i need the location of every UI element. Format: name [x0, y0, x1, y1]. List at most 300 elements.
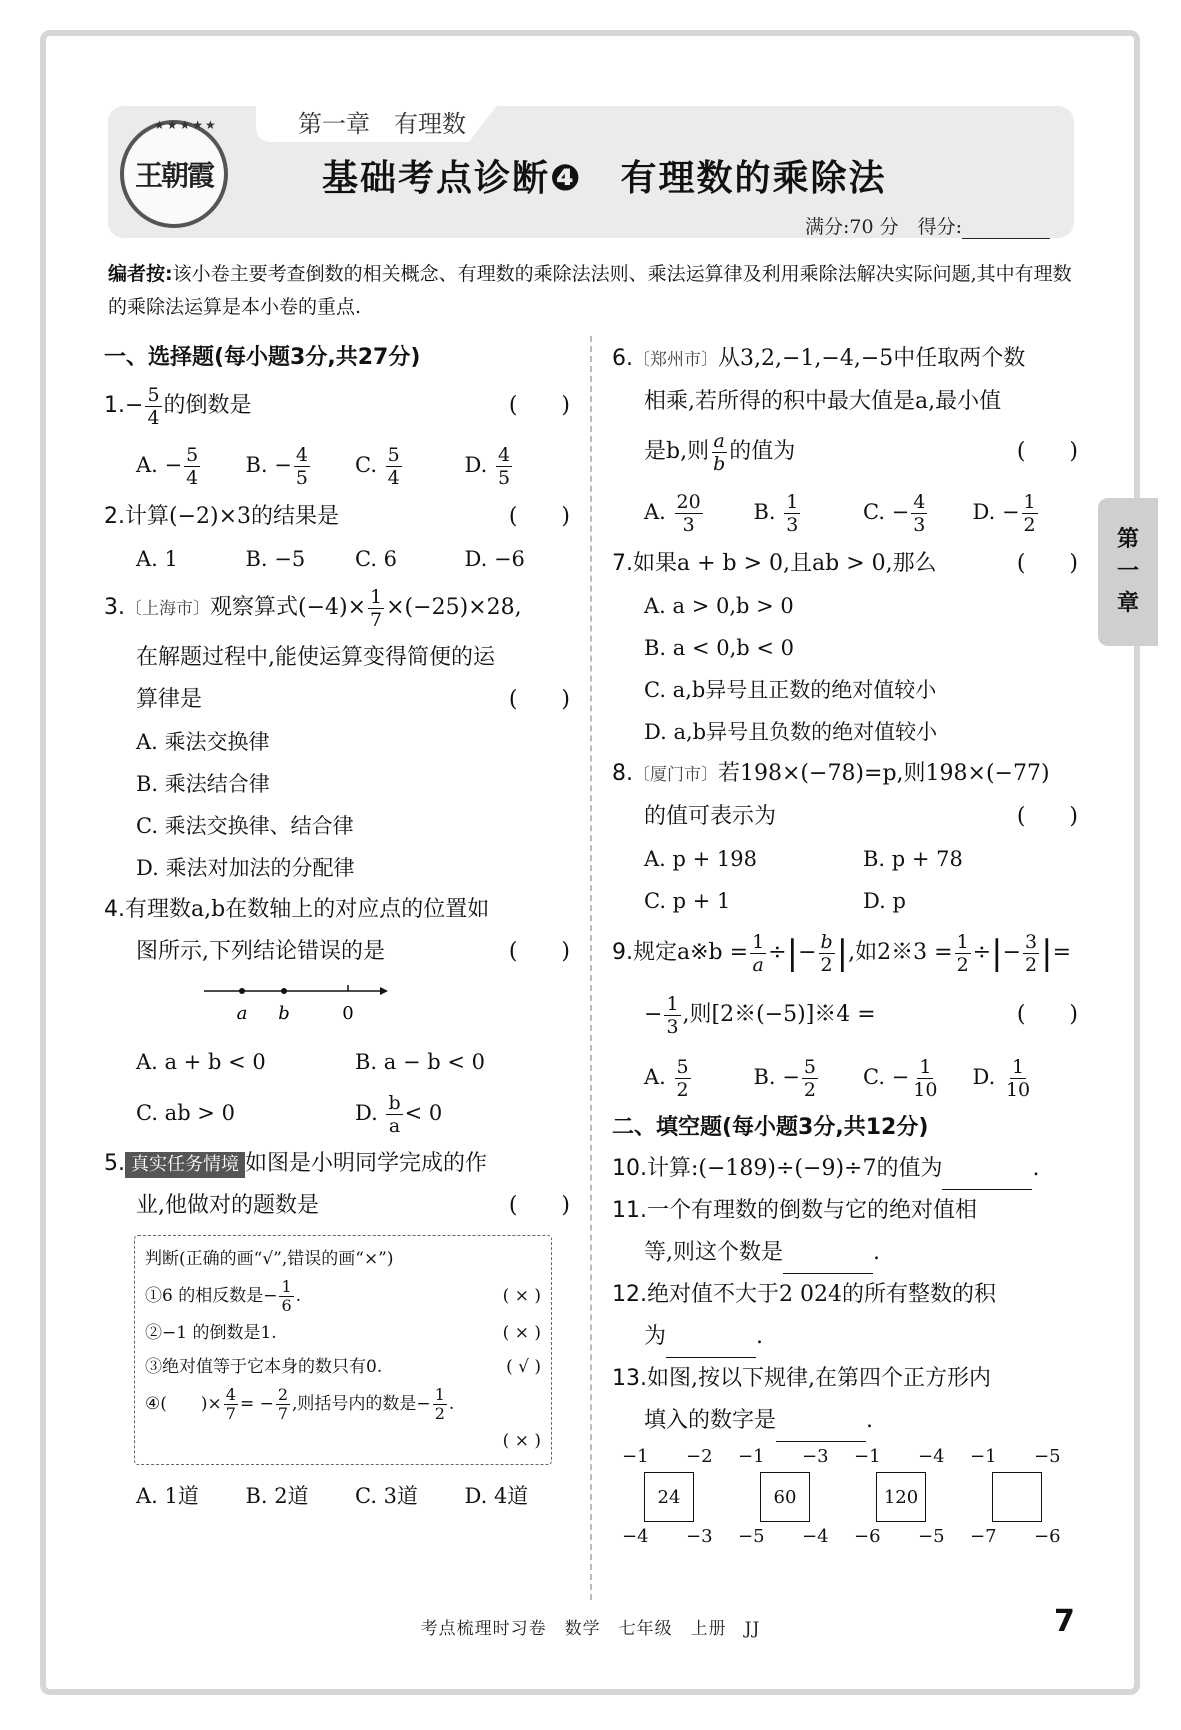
option-a[interactable]	[644, 481, 754, 543]
numerator: 2	[277, 1385, 289, 1404]
homework-item-2	[145, 1316, 541, 1350]
question-text: 计算(−2)×3的结果是	[125, 504, 340, 529]
denominator: 2	[956, 953, 969, 976]
denominator: 6	[281, 1296, 292, 1315]
option-label: B.	[753, 500, 783, 524]
q2-options	[104, 538, 574, 580]
question-text: ,则[2※(−5)]※4 =	[682, 1002, 876, 1027]
question-text: ÷	[972, 940, 992, 965]
question-text: 如图是小明同学完成的作	[245, 1151, 488, 1176]
numerator: 1	[281, 1277, 292, 1296]
corner-number: −4	[622, 1526, 649, 1547]
option-a[interactable]: A. p + 198	[644, 847, 757, 871]
fraction	[276, 1386, 290, 1423]
section-title-fill: 二、填空题(每小题3分,共12分)	[612, 1115, 929, 1140]
option-c[interactable]	[863, 1046, 973, 1108]
option-a[interactable]: A. 乘法交换律	[136, 730, 270, 754]
denominator: a	[752, 953, 764, 976]
option-b[interactable]: B. a < 0,b < 0	[644, 636, 795, 660]
numerator: 1	[1012, 1056, 1025, 1078]
homework-title: 判断(正确的画“√”,错误的画“×”)	[145, 1249, 394, 1269]
denominator: 2	[803, 1079, 816, 1101]
question-text: 有理数a,b在数轴上的对应点的位置如	[125, 897, 490, 922]
answer-blank[interactable]	[776, 1419, 866, 1442]
question-9-line2	[612, 984, 1082, 1046]
option-a[interactable]: A. 1道	[136, 1484, 199, 1508]
fraction	[750, 931, 766, 976]
question-11-line2	[612, 1232, 1082, 1274]
option-d[interactable]	[355, 1083, 574, 1143]
corner-number: −5	[1034, 1446, 1061, 1467]
option-c[interactable]: C. ab > 0	[136, 1101, 235, 1125]
question-3-line3	[104, 679, 574, 721]
option-c[interactable]: C. 6	[355, 547, 398, 571]
option-label: A.	[644, 1065, 673, 1089]
numerator: 5	[387, 444, 400, 466]
question-text: 一个有理数的倒数与它的绝对值相	[647, 1198, 978, 1223]
denominator: 3	[913, 514, 926, 536]
option-b[interactable]	[754, 481, 864, 543]
homework-mark: ( √ )	[506, 1357, 541, 1377]
answer-bracket[interactable]: ( )	[508, 504, 570, 529]
option-d[interactable]: D. −6	[464, 547, 525, 571]
question-text: .	[756, 1324, 764, 1349]
question-7	[612, 543, 1082, 585]
question-text: .	[866, 1408, 874, 1433]
answer-blank[interactable]	[666, 1335, 756, 1358]
question-text: ÷	[768, 940, 787, 965]
numerator: 5	[147, 383, 160, 406]
option-label: D. −	[972, 500, 1020, 524]
question-9	[612, 922, 1082, 984]
question-text: 如图,按以下规律,在第四个正方形内	[647, 1366, 991, 1391]
option-label: D.	[355, 1101, 385, 1125]
q5-options	[104, 1475, 574, 1517]
option-d[interactable]: D. 4道	[464, 1484, 529, 1508]
answer-bracket[interactable]: ( )	[1016, 551, 1078, 576]
question-number: 11.	[612, 1198, 647, 1223]
q9-options	[612, 1046, 1082, 1108]
option-label: C.	[355, 453, 384, 477]
editor-note	[108, 258, 1074, 324]
publisher-logo	[120, 120, 228, 228]
homework-mark: ( × )	[502, 1286, 541, 1306]
abs-bar-icon: |	[836, 933, 849, 973]
question-8-line2	[612, 796, 1082, 838]
fraction	[675, 491, 703, 536]
option-a[interactable]	[136, 434, 246, 496]
option-b[interactable]: B. 2道	[245, 1484, 309, 1508]
option-a[interactable]: A. 1	[136, 547, 178, 571]
question-number: 7.	[612, 551, 633, 576]
question-text: .	[1032, 1156, 1040, 1181]
question-text: 从3,2,−1,−4,−5中任取两个数	[718, 346, 1026, 371]
q8-options-row2	[612, 880, 1082, 922]
homework-item-3	[145, 1350, 541, 1384]
option-label: A. −	[136, 453, 183, 477]
fraction	[145, 384, 161, 429]
question-text: 的值为	[729, 439, 796, 464]
question-number: 5.	[104, 1151, 125, 1176]
answer-bracket[interactable]: ( )	[508, 1193, 570, 1218]
numerator: b	[388, 1092, 401, 1114]
option-label: D.	[464, 453, 494, 477]
numerator: 4	[497, 444, 511, 466]
pattern-square-4	[964, 1448, 1074, 1548]
question-number: 10.	[612, 1156, 647, 1181]
logo-text: 王朝霞	[134, 159, 213, 192]
denominator: 7	[370, 608, 383, 631]
denominator: a	[388, 1115, 401, 1137]
chapter-title: 第一章 有理数	[298, 110, 466, 138]
pattern-square-1	[616, 1448, 726, 1548]
answer-bracket[interactable]: ( )	[508, 687, 570, 712]
fraction	[802, 1056, 818, 1101]
fraction	[911, 491, 927, 536]
numerator: 1	[666, 992, 679, 1015]
corner-number: −4	[918, 1446, 945, 1467]
label-b: b	[278, 1003, 290, 1024]
fraction	[386, 1092, 402, 1137]
header-banner	[108, 106, 1074, 238]
question-text: .	[873, 1240, 880, 1265]
corner-number: −1	[854, 1446, 881, 1467]
corner-number: −5	[738, 1526, 765, 1547]
corner-number: −3	[686, 1526, 713, 1547]
numerator: 5	[803, 1056, 816, 1078]
fraction	[496, 444, 512, 489]
label-zero: 0	[342, 1003, 354, 1024]
denominator: 7	[277, 1404, 289, 1423]
option-b[interactable]	[246, 434, 356, 496]
question-13-line2	[612, 1400, 1082, 1442]
numerator: 4	[225, 1385, 236, 1404]
q4-options-row2	[104, 1083, 574, 1143]
option-c[interactable]: C. p + 1	[644, 889, 731, 913]
section-title-choice: 一、选择题(每小题3分,共27分)	[104, 345, 421, 370]
question-8	[612, 753, 1082, 796]
right-column	[612, 338, 1082, 1548]
question-10	[612, 1148, 1082, 1190]
question-text: 的值可表示为	[644, 804, 777, 829]
question-text: 相乘,若所得的积中最大值是a,最小值	[644, 389, 1002, 414]
q6-options	[612, 481, 1082, 543]
fraction	[819, 931, 835, 976]
answer-bracket[interactable]: ( )	[1016, 804, 1078, 829]
corner-number: −7	[970, 1526, 997, 1547]
option-c[interactable]: C. 乘法交换律、结合律	[136, 814, 354, 838]
numerator: 5	[186, 444, 199, 466]
question-text: 在解题过程中,能使运算变得简便的运	[136, 645, 495, 670]
option-label: B. −	[245, 453, 292, 477]
homework-text: ④( )×	[145, 1394, 222, 1414]
label-a: a	[236, 1003, 248, 1024]
denominator: 2	[1025, 953, 1038, 976]
page-footer: 考点梳理时习卷 数学 七年级 上册 JJ	[420, 1619, 761, 1639]
q1-options	[104, 434, 574, 496]
q4-options-row1	[104, 1041, 574, 1083]
question-number: 8.	[612, 761, 633, 786]
square-center: 60	[760, 1472, 810, 1522]
score-line	[805, 212, 1050, 239]
homework-mark: ( × )	[502, 1323, 541, 1343]
denominator: 5	[295, 467, 308, 489]
question-12-line2	[612, 1316, 1082, 1358]
numerator: 4	[295, 444, 308, 466]
page-number: 7	[1054, 1604, 1075, 1639]
question-text: 计算:(−189)÷(−9)÷7的值为	[647, 1156, 943, 1181]
question-5	[104, 1143, 574, 1185]
fraction	[1004, 1056, 1032, 1101]
answer-bracket[interactable]: ( )	[508, 393, 570, 418]
option-d[interactable]	[973, 481, 1083, 543]
homework-text: ③绝对值等于它本身的数只有0.	[145, 1357, 383, 1377]
homework-text: ,则括号内的数是−	[292, 1394, 431, 1414]
square-center-answer[interactable]	[992, 1472, 1042, 1522]
numerator: 20	[676, 491, 701, 513]
question-number: 12.	[612, 1282, 647, 1307]
denominator: 5	[497, 467, 511, 489]
question-number: 4.	[104, 897, 125, 922]
question-text: 为	[644, 1324, 667, 1349]
option-c[interactable]	[355, 434, 465, 496]
homework-item-4-mark	[145, 1424, 541, 1458]
denominator: 7	[225, 1404, 236, 1423]
question-3	[104, 580, 574, 637]
numerator: a	[713, 429, 725, 452]
denominator: b	[713, 452, 726, 475]
numerator: 1	[786, 491, 799, 513]
question-text: 如果a + b > 0,且ab > 0,那么	[633, 551, 937, 576]
numerator: 1	[956, 930, 969, 953]
option-a[interactable]: A. a + b < 0	[136, 1050, 266, 1074]
page-title: 基础考点诊断❹ 有理数的乘除法	[322, 158, 887, 199]
fraction	[294, 444, 310, 489]
numerator: 1	[1023, 491, 1036, 513]
question-text: 绝对值不大于2 024的所有整数的积	[647, 1282, 996, 1307]
numerator: 1	[919, 1056, 932, 1078]
square-center: 24	[644, 1472, 694, 1522]
denominator: 3	[786, 514, 799, 536]
abs-bar-icon: |	[1041, 933, 1053, 973]
denominator: 3	[666, 1015, 679, 1038]
fraction	[955, 931, 971, 976]
corner-number: −2	[686, 1446, 713, 1467]
denominator: 3	[682, 514, 695, 536]
option-a[interactable]: A. a > 0,b > 0	[644, 594, 794, 618]
option-d[interactable]: D. 乘法对加法的分配律	[136, 856, 355, 880]
logo-stars-icon: ★★★★★	[154, 118, 218, 132]
question-number: 6.	[612, 346, 633, 371]
corner-number: −1	[738, 1446, 765, 1467]
homework-text: .	[448, 1394, 455, 1414]
column-divider	[590, 336, 592, 1600]
source-city: 〔上海市〕	[125, 599, 210, 619]
numerator: 1	[370, 585, 383, 608]
denominator: 2	[676, 1079, 689, 1101]
numerator: 5	[676, 1056, 689, 1078]
numerator: 4	[913, 491, 926, 513]
fraction	[386, 444, 402, 489]
square-center: 120	[876, 1472, 926, 1522]
pattern-square-2	[732, 1448, 842, 1548]
question-number: 13.	[612, 1366, 647, 1391]
number-line	[204, 979, 404, 1035]
question-text: −	[644, 1002, 663, 1027]
homework-item-1	[145, 1276, 541, 1316]
side-tab-char: 章	[1116, 591, 1139, 616]
point-a	[239, 988, 245, 994]
denominator: 10	[1005, 1079, 1031, 1101]
option-label: C. −	[863, 500, 910, 524]
fraction	[784, 491, 800, 536]
score-blank[interactable]	[962, 220, 1050, 239]
option-label: B. −	[753, 1065, 800, 1089]
option-b[interactable]: B. a − b < 0	[355, 1050, 485, 1074]
numerator: b	[820, 930, 833, 953]
answer-blank[interactable]	[783, 1251, 873, 1274]
fraction	[1022, 491, 1038, 536]
score-label: 满分:70 分 得分:	[804, 216, 962, 238]
denominator: 10	[913, 1079, 938, 1101]
fraction	[711, 430, 727, 475]
denominator: 4	[387, 467, 400, 489]
side-tab-char: 一	[1116, 559, 1139, 584]
option-b[interactable]: B. 乘法结合律	[136, 772, 270, 796]
option-text: < 0	[404, 1101, 443, 1125]
fraction	[664, 993, 680, 1038]
pattern-squares	[612, 1448, 1082, 1548]
denominator: 2	[820, 953, 833, 976]
homework-mark: ( × )	[502, 1431, 541, 1451]
option-a[interactable]	[644, 1046, 754, 1108]
denominator: 4	[186, 467, 199, 489]
option-c[interactable]: C. a,b异号且正数的绝对值较小	[644, 678, 937, 702]
question-6	[612, 338, 1082, 381]
question-13	[612, 1358, 1082, 1400]
question-2	[104, 496, 574, 538]
option-b[interactable]: B. −5	[245, 547, 306, 571]
numerator: 1	[752, 930, 765, 953]
corner-number: −1	[970, 1446, 997, 1467]
option-c[interactable]	[863, 481, 973, 543]
fraction	[675, 1056, 691, 1101]
option-b[interactable]: B. p + 78	[863, 847, 963, 871]
question-4	[104, 889, 574, 931]
option-d[interactable]: D. p	[863, 889, 906, 913]
question-text: =	[1052, 940, 1071, 965]
answer-bracket[interactable]: ( )	[508, 939, 570, 964]
question-text: −	[1002, 940, 1021, 965]
homework-item-4	[145, 1384, 541, 1424]
question-12	[612, 1274, 1082, 1316]
fraction	[279, 1278, 293, 1315]
abs-bar-icon: |	[786, 933, 799, 973]
answer-bracket[interactable]: ( )	[1016, 1002, 1078, 1027]
question-text: 业,他做对的题数是	[136, 1193, 319, 1218]
question-4-line2	[104, 931, 574, 973]
question-number: 9.	[612, 940, 633, 965]
fraction	[368, 586, 384, 631]
corner-number: −5	[918, 1526, 945, 1547]
question-text: 图所示,下列结论错误的是	[136, 939, 385, 964]
question-text: ×(−25)×28,	[386, 595, 522, 620]
option-label: C. −	[863, 1065, 910, 1089]
corner-number: −3	[802, 1446, 829, 1467]
q8-options-row1	[612, 838, 1082, 880]
question-1	[104, 378, 574, 434]
corner-number: −6	[1034, 1526, 1061, 1547]
left-column	[104, 338, 574, 1517]
axis-arrow-icon	[380, 987, 388, 995]
question-text: ,如2※3 =	[848, 940, 953, 965]
question-6-line3	[612, 423, 1082, 481]
question-text: −	[798, 940, 817, 965]
question-number: 1.	[104, 393, 125, 418]
fraction	[911, 1056, 939, 1101]
numerator: 3	[1025, 930, 1038, 953]
homework-text: = −	[239, 1394, 274, 1414]
side-tab-char: 第	[1116, 527, 1139, 552]
fraction	[433, 1386, 447, 1423]
q1-sign: −	[125, 393, 144, 418]
option-label: A.	[644, 500, 673, 524]
corner-number: −1	[622, 1446, 649, 1467]
homework-text: ①6 的相反数是−	[145, 1286, 278, 1306]
editor-note-label: 编者按:	[108, 263, 173, 285]
task-tag: 真实任务情境	[125, 1152, 245, 1178]
question-number: 3.	[104, 595, 125, 620]
pattern-square-3	[848, 1448, 958, 1548]
question-11	[612, 1190, 1082, 1232]
fraction	[224, 1386, 238, 1423]
question-text: 的倒数是	[163, 393, 252, 418]
option-d[interactable]	[973, 1046, 1083, 1108]
option-c[interactable]: C. 3道	[355, 1484, 419, 1508]
fraction	[184, 444, 200, 489]
question-number: 2.	[104, 504, 125, 529]
chapter-side-tab	[1098, 498, 1158, 646]
option-b[interactable]	[754, 1046, 864, 1108]
answer-blank[interactable]	[942, 1167, 1032, 1190]
corner-number: −4	[802, 1526, 829, 1547]
option-d[interactable]	[465, 434, 575, 496]
question-text: 算律是	[136, 687, 203, 712]
numerator: 1	[434, 1385, 445, 1404]
question-text: 若198×(−78)=p,则198×(−77)	[718, 761, 1050, 786]
question-text: 填入的数字是	[644, 1408, 777, 1433]
question-text: 观察算式(−4)×	[210, 595, 367, 620]
option-d[interactable]: D. a,b异号且负数的绝对值较小	[644, 720, 938, 744]
option-label: D.	[972, 1065, 1002, 1089]
homework-box	[134, 1235, 552, 1465]
corner-number: −6	[854, 1526, 881, 1547]
denominator: 4	[147, 406, 160, 429]
editor-note-text: 该小卷主要考查倒数的相关概念、有理数的乘除法法则、乘法运算律及利用乘除法解决实际问题,其中有理数的乘除法运算是本小卷的重点.	[108, 263, 1072, 318]
homework-text: ②−1 的倒数是1.	[145, 1323, 277, 1343]
number-line-figure	[204, 979, 574, 1035]
abs-bar-icon: |	[991, 933, 1003, 973]
question-5-line2	[104, 1185, 574, 1227]
question-text: 规定a※b =	[633, 940, 749, 965]
question-text: 等,则这个数是	[644, 1240, 783, 1265]
answer-bracket[interactable]: ( )	[1016, 439, 1078, 464]
question-text: 是b,则	[644, 439, 710, 464]
denominator: 2	[434, 1404, 445, 1423]
point-b	[281, 988, 287, 994]
source-city: 〔郑州市〕	[633, 350, 718, 370]
denominator: 2	[1023, 514, 1036, 536]
